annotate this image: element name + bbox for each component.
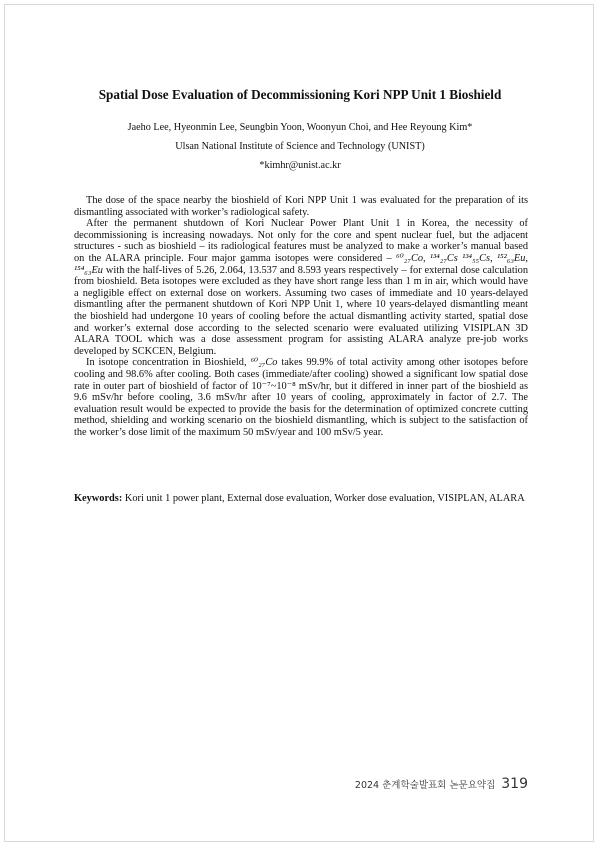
- isotope-eu154: ¹⁵⁴₆₃Eu: [74, 264, 103, 276]
- abstract-paragraph-3: [74, 357, 528, 438]
- abstract-paragraph-2: After the permanent shutdown of Kori Nuclear Power Plant Unit 1 in Korea, the necessity of decommissioning is increasing nowadays. Not only for the core and spent nuclear fuel, but the adjacent structures - such as bioshield – its radiological features must be analyzed to make a worker’s manual based on the ALARA principle. Four major gamma isotopes were considered – ⁶⁰₂₇Co, ¹³⁴₂₇Cs ¹³⁴₅₅Cs, ¹⁵²₆₃Eu, ¹⁵⁴₆₃Eu with the half-lives of 5.26, 2.064, 13.537 and 8.593 years respectively – for external dose calculation from bioshield. Beta isotopes were excluded as they have short range less than 1 m in air, which would have a negligible effect on external dose on workers. Assuming two cases of immediate and 10 years-delayed dismantling after the permanent shutdown of Kori NPP Unit 1, where 10 years-delayed dismantling meant the bioshield had undergone 10 years of cooling before the actual dismantling activity started, spatial dose and worker’s external dose according to the selected scenario were evaluated utilizing VISIPLAN 3D ALARA TOOL which was a dose assessment program for assisting ALARA analyze pre-job works developed by SCKCEN, Belgium.: [74, 218, 529, 357]
- conference-name: 2024 춘계학술발표회 논문요약집: [354, 780, 496, 791]
- paper-title: Spatial Dose Evaluation of Decommissioning Kori NPP Unit 1 Bioshield: [98, 87, 502, 102]
- abstract-p3-text-b: takes 99.9% of total activity among other isotopes before cooling and 98.6% after cooling. Both cases (immediate/after cooling) showed a significant low spatial dose rate in outer part of bioshield of factor of 10⁻⁷~10⁻⁸ mSv/hr, but it differed in inner part of the bioshield as 9.6 mSv/hr before cooling, 3.6 mSv/hr after 10 years of cooling, approximately in factor of 2.7. The evaluation result would be expected to provide the basis for the determination of optimized concrete cutting method, shielding and working scenario on the bioshield dismantling, which is subject to the satisfaction of the worker’s dose limit of the maximum 50 mSv/year and 100 mSv/5 year.: [74, 357, 529, 438]
- keywords-text: Kori unit 1 power plant, External dose evaluation, Worker dose evaluation, VISIPLAN, ALARA: [124, 493, 525, 504]
- isotope-eu152: ¹⁵²₆₃Eu: [496, 252, 526, 264]
- abstract-paragraph-1: [74, 195, 528, 218]
- abstract-p2-text-b: with the half-lives of 5.26, 2.064, 13.537 and 8.593 years respectively – for external dose calculation from bioshield. Beta isotopes were excluded as they have short range less than 1 m in air, which would have a negligible effect on external dose on workers. Assuming two cases of immediate and 10 years-delayed dismantling after the permanent shutdown of Kori NPP Unit 1, where 10 years-delayed dismantling meant the bioshield had undergone 10 years of cooling before the actual dismantling activity started, spatial dose and worker’s external dose according to the selected scenario were evaluated utilizing VISIPLAN 3D ALARA TOOL which was a dose assessment program for assisting ALARA analyze pre-job works developed by SCKCEN, Belgium.: [74, 264, 528, 357]
- abstract-p3-text-a: In isotope concentration in Bioshield,: [86, 357, 247, 369]
- page-number: 319: [501, 776, 528, 792]
- isotope-cs134-b: ¹³⁴₅₅Cs: [462, 252, 491, 264]
- isotope-cs134: ¹³⁴₂₇Cs: [429, 252, 458, 264]
- affiliation: Ulsan National Institute of Science and Technology (UNIST): [175, 141, 425, 152]
- corresponding-email: *kimhr@unist.ac.kr: [259, 160, 341, 171]
- page-footer: [355, 776, 528, 792]
- keywords-label: Keywords:: [74, 493, 123, 504]
- abstract-body: [74, 195, 528, 438]
- isotope-co60-b: ⁶⁰₂₇Co: [250, 357, 278, 369]
- author-list: Jaeho Lee, Hyeonmin Lee, Seungbin Yoon, Woonyun Choi, and Hee Reyoung Kim*: [127, 122, 473, 133]
- keywords-section: [74, 493, 528, 505]
- isotope-co60: ⁶⁰₂₇Co: [396, 252, 424, 264]
- abstract-p2-text-a: After the permanent shutdown of Kori Nuclear Power Plant Unit 1 in Korea, the necessity of decommissioning is increasing nowadays. Not only for the core and spent nuclear fuel, but the adjacent structures - such as bioshield – its radiological features must be analyzed to make a worker’s manual based on the ALARA principle. Four major gamma isotopes were considered –: [74, 218, 528, 264]
- abstract-p1-text: The dose of the space nearby the bioshield of Kori NPP Unit 1 was evaluated for the preparation of its dismantling associated with worker’s radiological safety.: [74, 195, 528, 218]
